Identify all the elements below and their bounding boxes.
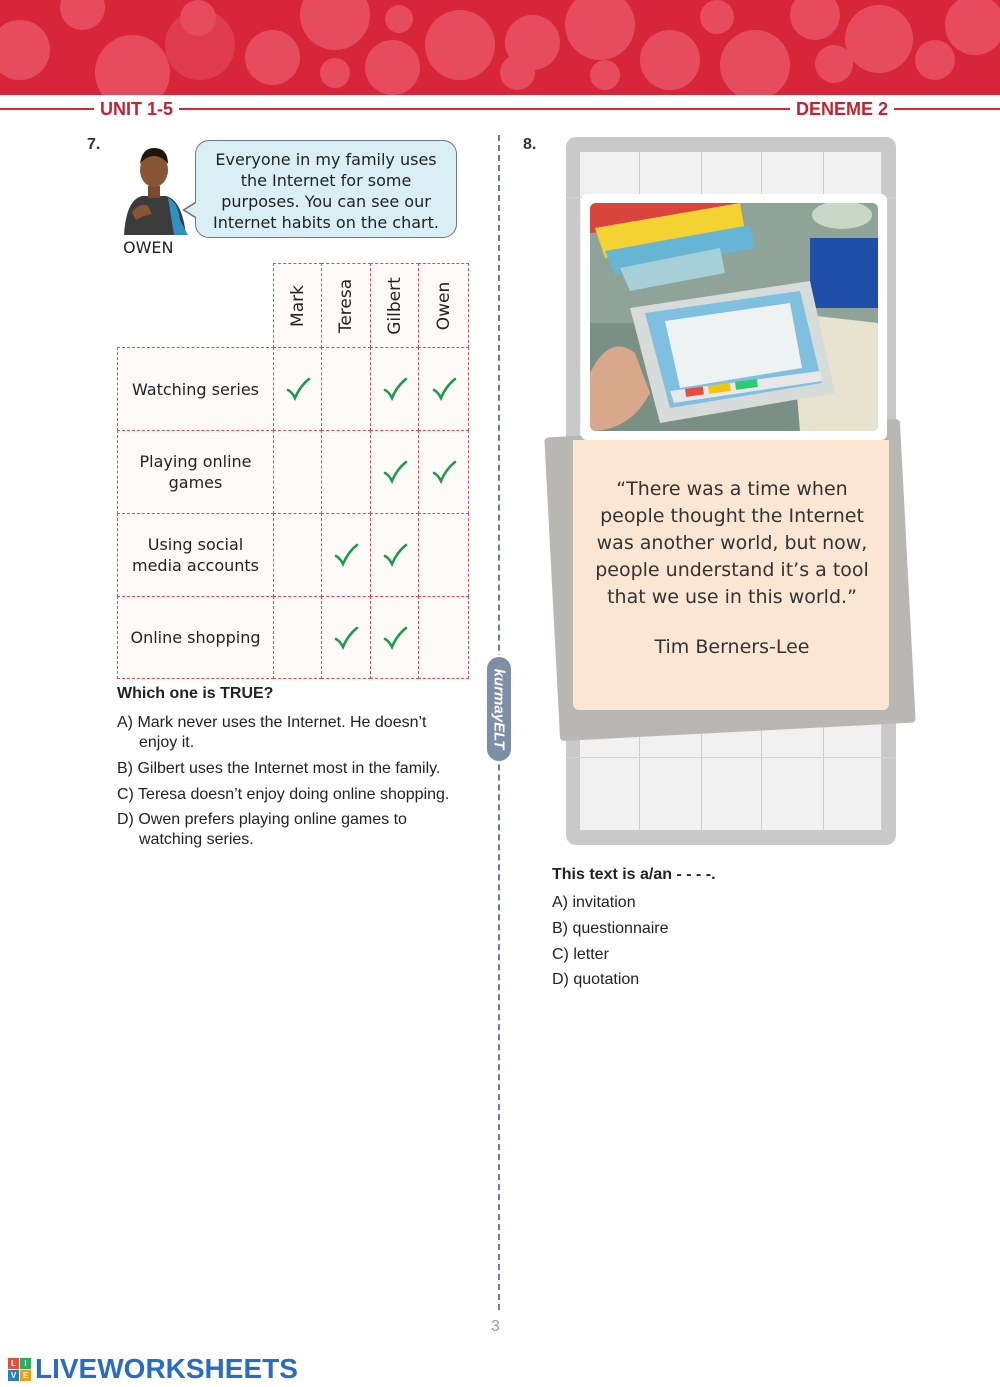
question-8-prompt: This text is a/an - - - -. <box>552 866 716 883</box>
column-header <box>321 263 371 348</box>
column-header <box>273 263 322 348</box>
check-icon <box>382 625 408 651</box>
option-b[interactable] <box>117 759 487 779</box>
column-header <box>370 263 419 348</box>
quote-author: Tim Berners-Lee <box>654 636 810 658</box>
option-text: A) Mark never uses the Internet. He doesn’t <box>117 714 427 731</box>
speech-bubble: Everyone in my family uses the Internet for some purposes. You can see our Internet habits on the chart. <box>195 140 457 238</box>
liveworksheets-logo[interactable] <box>8 1354 298 1384</box>
question-7-prompt: Which one is TRUE? <box>117 685 274 702</box>
logo-letter: L <box>8 1358 19 1369</box>
logo-letter: I <box>20 1358 31 1369</box>
tablet-books-image <box>590 203 878 431</box>
column-header-label: Teresa <box>336 278 356 333</box>
column-header <box>418 263 469 348</box>
option-a[interactable]: A) invitation <box>552 894 636 911</box>
row-label: Playing online games <box>117 430 274 514</box>
option-text: B) Gilbert uses the Internet most in the family. <box>117 760 441 777</box>
row-label: Online shopping <box>117 596 274 679</box>
option-c[interactable]: C) letter <box>552 946 609 963</box>
publisher-badge <box>484 655 514 763</box>
check-icon <box>333 625 359 651</box>
option-text: D) Owen prefers playing online games to <box>117 811 407 828</box>
owen-avatar <box>118 140 190 235</box>
unit-label: UNIT 1-5 <box>94 99 179 120</box>
header-banner <box>0 0 1000 95</box>
check-cell <box>321 596 371 679</box>
column-header-label: Owen <box>433 281 454 330</box>
speaker-name: OWEN <box>123 238 174 257</box>
check-icon <box>431 376 457 402</box>
option-text-cont: enjoy it. <box>139 734 195 751</box>
check-cell <box>370 347 419 431</box>
check-cell <box>273 347 322 431</box>
test-label: DENEME 2 <box>790 99 894 120</box>
option-text: C) Teresa doesn’t enjoy doing online shopping. <box>117 786 450 803</box>
question-7-number: 7. <box>87 136 101 153</box>
check-icon <box>431 459 457 485</box>
check-cell <box>418 347 469 431</box>
option-b[interactable]: B) questionnaire <box>552 920 669 937</box>
check-cell <box>418 430 469 514</box>
option-d[interactable]: D) quotation <box>552 971 640 988</box>
check-cell <box>370 513 419 597</box>
check-icon <box>285 376 311 402</box>
brand-name: LIVEWORKSHEETS <box>35 1353 298 1384</box>
column-header-label: Mark <box>287 284 308 327</box>
logo-letter: V <box>8 1370 19 1381</box>
check-cell <box>273 596 322 679</box>
check-cell <box>370 596 419 679</box>
check-icon <box>333 542 359 568</box>
quote-text: “There was a time when people thought the Internet was another world, but now, people understand it’s a tool that we use in this world.” <box>595 478 869 608</box>
option-text-cont: watching series. <box>139 831 254 848</box>
check-cell <box>418 513 469 597</box>
check-cell <box>370 430 419 514</box>
check-icon <box>382 459 408 485</box>
row-label: Using social media accounts <box>117 513 274 597</box>
column-header-label: Gilbert <box>384 276 405 335</box>
speech-tail-fill <box>185 202 198 218</box>
option-d[interactable] <box>117 810 487 850</box>
check-cell <box>273 513 322 597</box>
logo-letter: E <box>20 1370 31 1381</box>
check-cell <box>321 430 371 514</box>
option-a[interactable] <box>117 713 487 753</box>
check-cell <box>321 513 371 597</box>
check-icon <box>382 376 408 402</box>
row-label: Watching series <box>117 347 274 431</box>
check-cell <box>418 596 469 679</box>
question-8-number: 8. <box>523 136 537 153</box>
check-icon <box>382 542 408 568</box>
check-cell <box>321 347 371 431</box>
logo-grid-icon <box>8 1358 31 1381</box>
page-number: 3 <box>491 1318 500 1335</box>
badge-text: kurmayELT <box>490 668 508 750</box>
option-c[interactable] <box>117 785 487 805</box>
check-cell <box>273 430 322 514</box>
